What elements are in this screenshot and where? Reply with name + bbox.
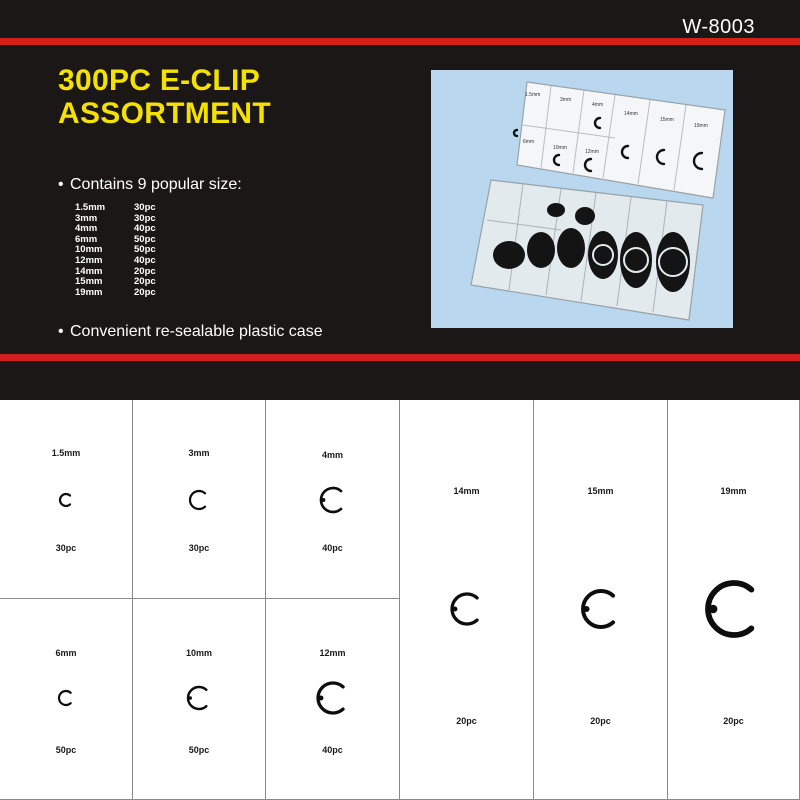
e-clip-lug [321,498,325,502]
size-chart-cell [400,400,534,800]
size-value: 14mm [75,265,103,277]
size-chart-cell [0,599,133,800]
lid-label: 6mm [523,139,535,145]
size-value: 6mm [75,233,98,245]
e-clip-icon [316,483,350,517]
cell-count-label: 20pc [456,716,477,726]
e-clip-icon [54,686,78,710]
feature-bullet-case [58,323,323,341]
e-clip-icon [447,589,487,629]
lid-label: 19mm [694,123,708,129]
bullet-dot-icon: • [58,176,64,193]
size-value: 1.5mm [75,202,106,213]
e-clip-lug [188,696,192,700]
lid-label: 10mm [553,145,567,151]
lid-label: 1.5mm [525,92,541,98]
count-value: 50pc [134,244,156,256]
count-value: 20pc [134,276,156,288]
size-value: 19mm [75,286,103,298]
cell-count-label: 30pc [188,543,210,553]
lid-label: 3mm [560,97,572,103]
e-clip-lug [452,607,457,612]
cell-size-label: 6mm [55,648,77,658]
lid-label: 15mm [660,117,674,123]
feature-text: Contains 9 popular size: [70,176,242,193]
e-clip-icon [183,682,215,714]
size-value: 4mm [75,223,98,235]
model-number: W-8003 [682,16,755,38]
count-value: 20pc [134,265,156,277]
count-value: 50pc [134,233,156,245]
cell-count-label: 20pc [590,716,611,726]
bottom-red-stripe [0,354,800,361]
size-value: 10mm [75,244,103,256]
count-value: 40pc [134,223,156,235]
e-clip-icon [578,586,624,632]
e-clip-icon [703,578,765,640]
size-chart-cell [266,599,400,800]
cell-count-label: 50pc [188,745,210,755]
e-clip-lug [583,606,589,612]
size-value: 3mm [75,212,98,224]
cell-size-label: 15mm [587,486,614,496]
cell-count-label: 20pc [723,716,744,726]
size-chart-cell [133,599,266,800]
count-value: 30pc [134,212,156,224]
cell-count-label: 40pc [322,745,343,755]
cell-count-label: 50pc [55,745,77,755]
size-value: 15mm [75,276,103,288]
lid-label: 4mm [592,102,604,108]
e-clip-ring [60,494,70,506]
lid-label: 12mm [585,149,599,155]
count-value: 40pc [134,254,156,266]
size-value: 12mm [75,254,103,266]
count-value: 30pc [134,202,156,213]
size-list-item [75,288,156,299]
e-clip-lug [318,696,323,701]
size-list-item [75,256,156,267]
e-clip-icon [55,489,77,511]
lid-label: 14mm [624,111,638,117]
cell-size-label: 14mm [453,486,480,496]
feature-text: Convenient re-sealable plastic case [70,323,323,340]
size-chart-cell [133,400,266,599]
count-value: 20pc [134,286,156,298]
feature-bullet-sizes [58,176,242,194]
cell-size-label: 4mm [321,450,343,460]
title-line-2: ASSORTMENT [58,97,271,130]
product-case-illustration [431,70,733,328]
size-chart-cell [534,400,668,800]
cell-size-label: 10mm [185,648,212,658]
cell-size-label: 12mm [319,648,346,658]
bullet-dot-icon: • [58,323,64,340]
e-clip-ring [59,691,71,705]
e-clip-lug [708,605,717,614]
e-clip-ring [190,491,205,509]
e-clip-icon [185,486,213,514]
size-chart-cell [668,400,800,800]
title-line-1: 300PC E-CLIP [58,64,260,97]
size-list [75,203,156,298]
cell-count-label: 30pc [55,543,77,553]
top-red-stripe [0,38,800,45]
cell-count-label: 40pc [322,543,343,553]
e-clip-icon [313,678,353,718]
size-chart-cell [266,400,400,599]
size-chart [0,400,800,800]
size-list-item [75,203,156,214]
product-title [58,64,271,130]
product-photo [431,70,733,328]
size-chart-cell [0,400,133,599]
cell-size-label: 19mm [720,486,747,496]
cell-size-label: 1.5mm [51,448,81,458]
cell-size-label: 3mm [188,448,210,458]
